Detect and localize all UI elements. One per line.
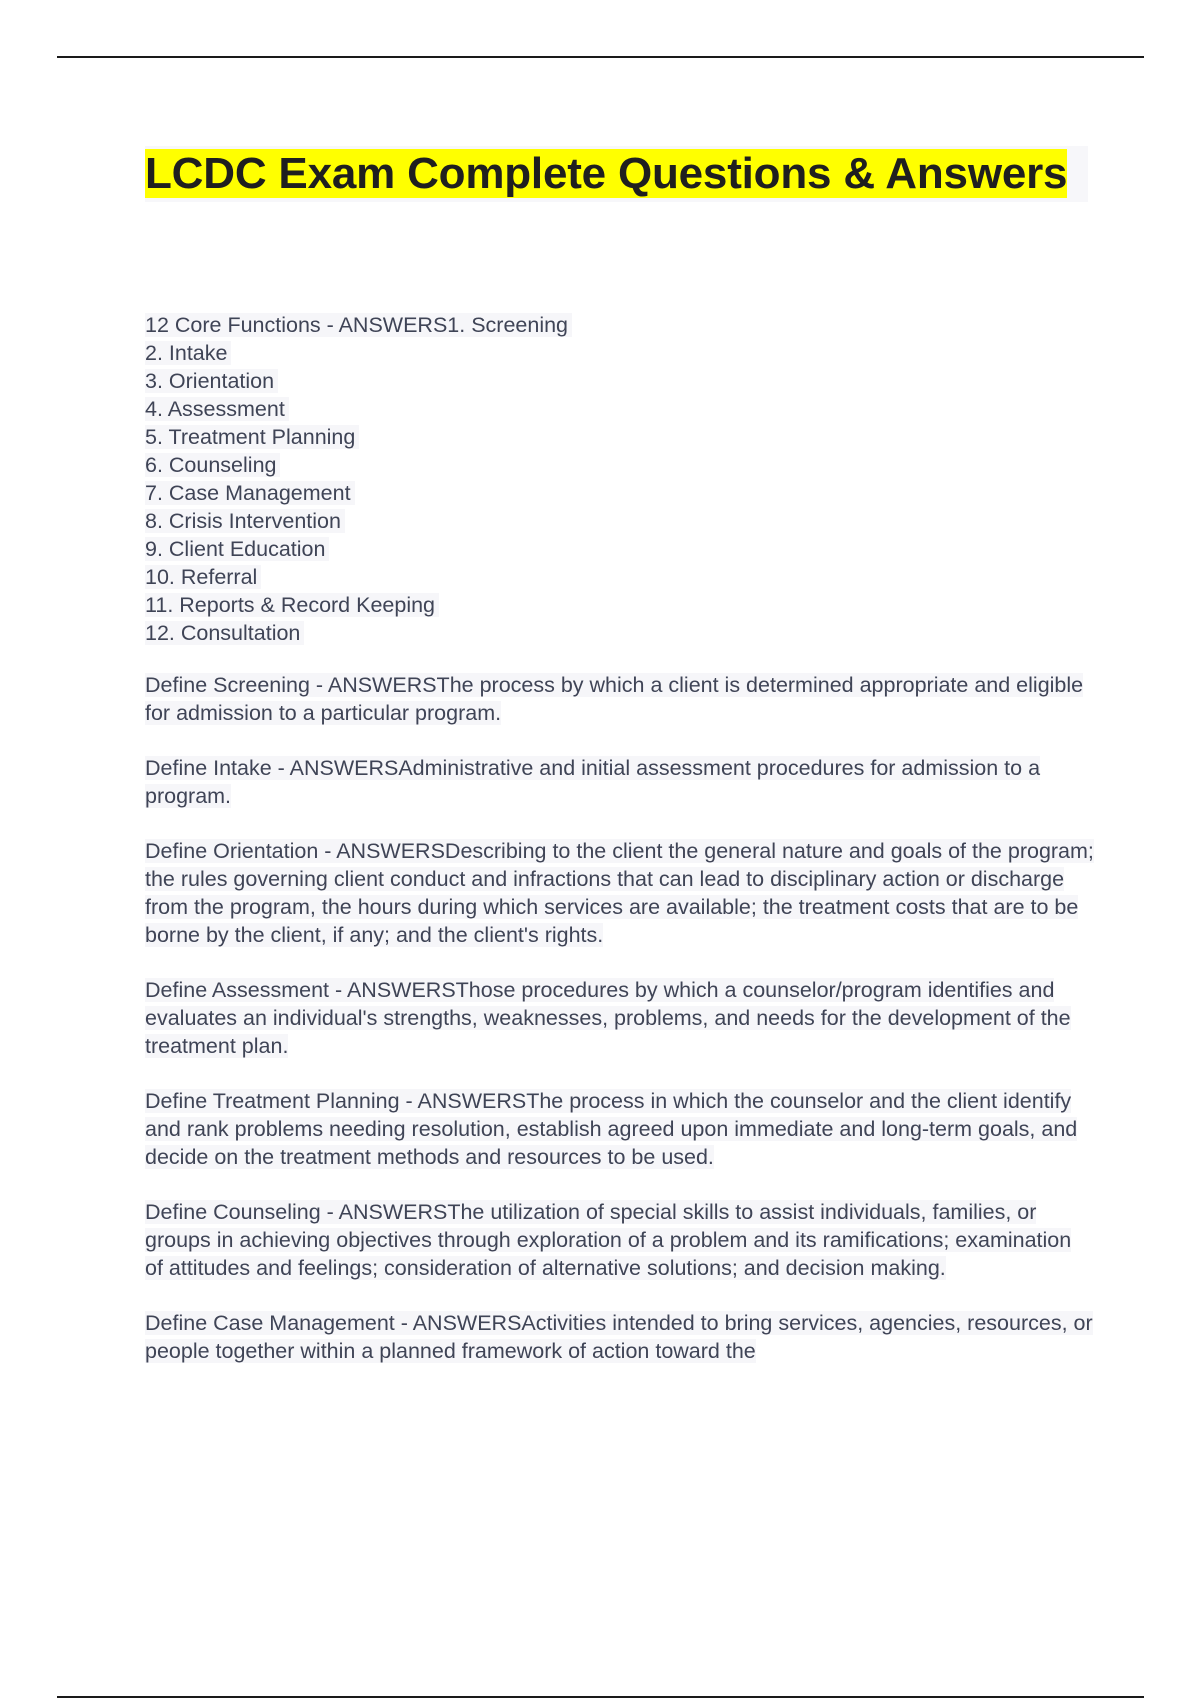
list-item: 7. Case Management [145, 479, 1095, 507]
qa-case-management: Define Case Management - ANSWERSActivities intended to bring services, agencies, resources, or people together within a planned framework of action toward the [145, 1311, 1093, 1363]
qa-treatment-planning: Define Treatment Planning - ANSWERSThe process in which the counselor and the client identify and rank problems needing resolution, establish agreed upon immediate and long-term goals, and decide on the treatment methods and resources to be used. [145, 1089, 1078, 1169]
document-body [145, 311, 1095, 1392]
list-item: 6. Counseling [145, 451, 1095, 479]
list-item: 3. Orientation [145, 367, 1095, 395]
qa-assessment: Define Assessment - ANSWERSThose procedures by which a counselor/program identifies and evaluates an individual's strengths, weaknesses, problems, and needs for the development of the treatment plan. [145, 978, 1071, 1058]
qa-intake: Define Intake - ANSWERSAdministrative and initial assessment procedures for admission to a program. [145, 756, 1041, 808]
title-block [145, 146, 1088, 202]
list-item: 5. Treatment Planning [145, 423, 1095, 451]
footer-rule [57, 1696, 1144, 1698]
list-item: 8. Crisis Intervention [145, 507, 1095, 535]
list-item: 4. Assessment [145, 395, 1095, 423]
list-item: 12. Consultation [145, 619, 1095, 647]
document-title [145, 146, 1088, 202]
qa-screening: Define Screening - ANSWERSThe process by which a client is determined appropriate and eligible for admission to a particular program. [145, 673, 1084, 725]
header-rule [57, 56, 1144, 58]
list-item: 10. Referral [145, 563, 1095, 591]
list-item: 9. Client Education [145, 535, 1095, 563]
list-item: 11. Reports & Record Keeping [145, 591, 1095, 619]
title-highlight: LCDC Exam Complete Questions & Answers [145, 149, 1068, 198]
qa-counseling: Define Counseling - ANSWERSThe utilization of special skills to assist individuals, families, or groups in achieving objectives through exploration of a problem and its ramifications; examination of attitudes and feelings; consideration of alternative solutions; and decision making. [145, 1200, 1072, 1280]
list-item: 2. Intake [145, 339, 1095, 367]
list-item: 12 Core Functions - ANSWERS1. Screening [145, 311, 1095, 339]
core-functions-list [145, 311, 1095, 647]
qa-orientation: Define Orientation - ANSWERSDescribing to the client the general nature and goals of the program; the rules governing client conduct and infractions that can lead to disciplinary action or discharge from the program, the hours during which services are available; the treatment costs that are to be borne by the client, if any; and the client's rights. [145, 839, 1094, 947]
